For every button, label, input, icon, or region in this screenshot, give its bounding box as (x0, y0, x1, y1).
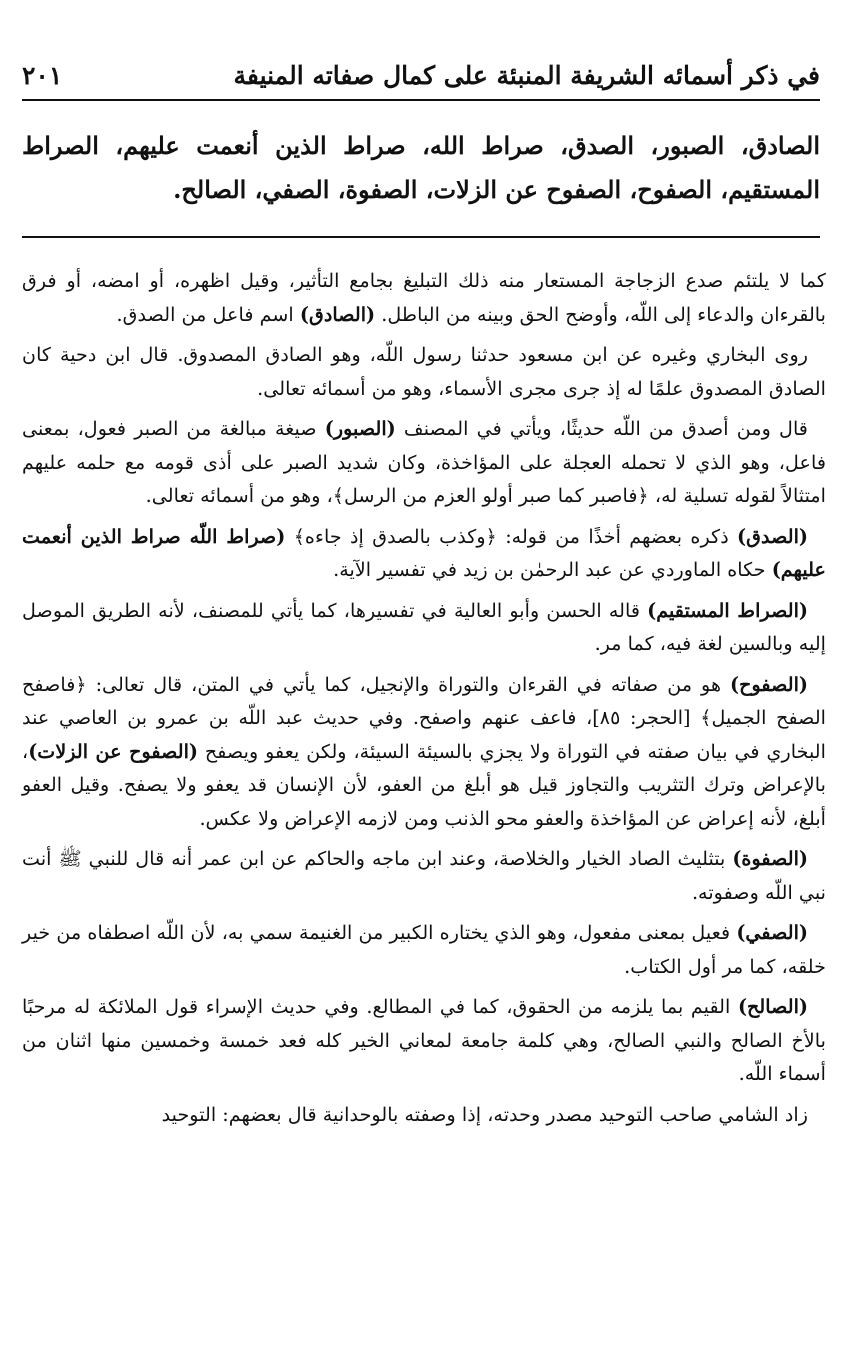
section-rule (22, 236, 820, 238)
term: (صراط اللّه صراط الذين أنعمت عليهم) (22, 524, 826, 581)
term: (الصفي) (736, 921, 808, 944)
term: (الصالح) (737, 995, 808, 1018)
paragraph: روى البخاري وغيره عن ابن مسعود حدثنا رسول اللّه، وهو الصادق المصدوق. قال ابن دحية كان الصادق المصدوق علمًا له إذ جرى مجرى الأسماء، وهو من أسمائه تعالى. (22, 343, 826, 400)
term: (الصفوح) (730, 672, 808, 696)
paragraph: (الصفوح) هو من صفاته في القرءان والتوراة والإنجيل، كما يأتي في المتن، قال تعالى: ﴿فاصفح الصفح الجميل﴾ [الحجر: ٨٥]، فاعف عنهم واصفح. وفي حديث عبد اللّه بن عمرو بن العاصي عند البخاري في بيان صفته في التوراة ولا يجزي بالسيئة السيئة، ولكن يعفو ويصفح (الصفوح عن الزلات)، بالإعراض وترك التثريب والتجاوز قيل هو أبلغ من العفو، لأن الإنسان قد يعفو ولا يصفح. وقيل العفو أبلغ، لأنه إعراض عن المؤاخذة والعفو محو الذنب ومن لازمه الإعراض ولا عكس. (22, 672, 826, 830)
term: (الصبور) (324, 417, 396, 440)
paragraph: (الصالح) القيم بما يلزمه من الحقوق، كما في المطالع. وفي حديث الإسراء قول الملائكة له مرحبًا بالأخ الصالح والنبي الصالح، وهي كلمة جامعة لمعاني الخير كله فعد خمسة وخمسين منها اثنان من أسماء اللّه. (22, 995, 826, 1085)
paragraph: قال ومن أصدق من اللّه حديثًا، ويأتي في المصنف (الصبور) صيغة مبالغة من الصبر فعول، بمعنى فاعل، وهو الذي لا تحمله العجلة على المؤاخذة، وكان شديد الصبر على أذى قومه مع حلمه عليهم امتثالاً لقوله تسلية له، ﴿فاصبر كما صبر أولو العزم من الرسل﴾، وهو من أسمائه تعالى. (22, 417, 826, 507)
paragraph: (الصفي) فعيل بمعنى مفعول، وهو الذي يختاره الكبير من الغنيمة سمي به، لأن اللّه اصطفاه من خير خلقه، كما مر أول الكتاب. (22, 921, 826, 978)
paragraph: (الصراط المستقيم) قاله الحسن وأبو العالية في تفسيرها، كما يأتي للمصنف، لأنه الطريق الموصل إليه وبالسين لغة فيه، كما مر. (22, 598, 826, 655)
paragraph: (الصدق) ذكره بعضهم أخذًا من قوله: ﴿وكذب بالصدق إذ جاءه﴾ (صراط اللّه صراط الذين أنعمت عليهم) حكاه الماوردي عن عبد الرحمٰن بن زيد في تفسير الآية. (22, 524, 826, 581)
term: (الصادق) (299, 302, 376, 326)
running-header (22, 46, 820, 90)
paragraph: كما لا يلتئم صدع الزجاجة المستعار منه ذلك التبليغ بجامع التأثير، وقيل اظهره، أو امضه، أو فرق بالقرءان والدعاء إلى اللّه، وأوضح الحق وبينه من الباطل. (الصادق) اسم فاعل من الصدق. (22, 269, 826, 326)
term: (الصدق) (737, 524, 808, 548)
term: (الصفوة) (732, 847, 808, 870)
running-title: في ذكر أسمائه الشريفة المنبئة على كمال صفاته المنيفة (233, 61, 820, 90)
term: (الصراط المستقيم) (647, 598, 808, 622)
paragraph: زاد الشامي صاحب التوحيد مصدر وحدته، إذا وصفته بالوحدانية قال بعضهم: التوحيد (161, 1102, 808, 1126)
term: (الصفوح عن الزلات) (28, 739, 198, 763)
commentary-body (22, 264, 826, 1138)
paragraph: (الصفوة) بتثليث الصاد الخيار والخلاصة، وعند ابن ماجه والحاكم عن ابن عمر أنه قال للنبي ﷺ أنت نبي اللّه وصفوته. (22, 847, 826, 904)
page-number: ٢٠١ (22, 61, 63, 90)
names-box: الصادق، الصبور، الصدق، صراط الله، صراط الذين أنعمت عليهم، الصراط المستقيم، الصفوح، الصفوح عن الزلات، الصفوة، الصفي، الصالح. (22, 131, 820, 204)
header-rule (22, 99, 820, 101)
